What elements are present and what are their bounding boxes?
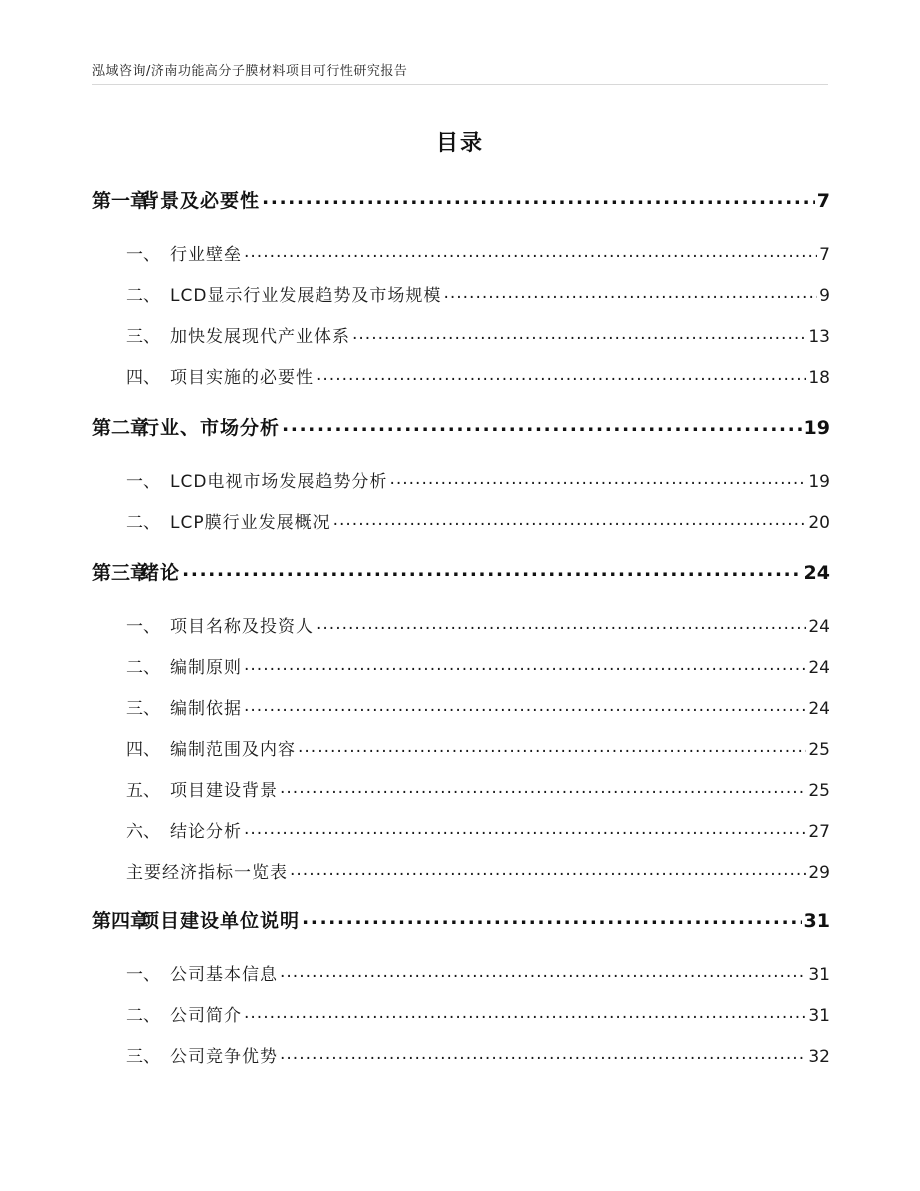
toc-section[interactable] — [92, 240, 830, 265]
dot-leader — [352, 325, 806, 342]
toc-chapter-2[interactable] — [92, 413, 830, 440]
toc-entry-title: 背景及必要性 — [140, 190, 261, 212]
toc-entry-page: 20 — [808, 513, 830, 533]
dot-leader — [244, 1004, 806, 1021]
toc-entry-page: 7 — [819, 245, 830, 265]
toc-entry-number: 第二章 — [92, 417, 150, 439]
toc-entry-page: 9 — [819, 286, 830, 306]
toc-section[interactable] — [92, 858, 830, 883]
toc-section[interactable] — [92, 322, 830, 347]
dot-leader — [389, 470, 806, 487]
dot-leader — [244, 820, 806, 837]
toc-section[interactable] — [92, 817, 830, 842]
toc-entry-number: 一、 — [126, 965, 160, 985]
toc-entry-number: 第四章 — [92, 910, 150, 932]
toc-section[interactable] — [92, 694, 830, 719]
toc-entry-title: LCD显示行业发展趋势及市场规模 — [170, 286, 442, 306]
toc-entry-title: 项目名称及投资人 — [170, 617, 314, 637]
toc-entry-page: 24 — [808, 699, 830, 719]
toc-entry-number: 二、 — [126, 286, 160, 306]
toc-entry-page: 25 — [808, 740, 830, 760]
toc-chapter-1[interactable] — [92, 186, 830, 213]
toc-entry-title: 绪论 — [140, 562, 181, 584]
toc-section[interactable] — [92, 735, 830, 760]
toc-entry-number: 第三章 — [92, 562, 150, 584]
dot-leader — [280, 1045, 806, 1062]
toc-entry-page: 24 — [803, 562, 830, 584]
toc-entry-page: 27 — [808, 822, 830, 842]
toc-entry-page: 24 — [808, 658, 830, 678]
toc-entry-page: 24 — [808, 617, 830, 637]
toc-section[interactable] — [92, 363, 830, 388]
toc-entry-page: 13 — [808, 327, 830, 347]
toc-entry-number: 五、 — [126, 781, 160, 801]
toc-section[interactable] — [92, 960, 830, 985]
toc-entry-page: 29 — [808, 863, 830, 883]
toc-entry-title: 结论分析 — [170, 822, 242, 842]
running-header: 泓域咨询/济南功能高分子膜材料项目可行性研究报告 — [92, 64, 408, 79]
toc-entry-title: 编制原则 — [170, 658, 242, 678]
toc-entry-number: 三、 — [126, 699, 160, 719]
dot-leader — [280, 779, 806, 796]
toc-entry-title: 编制范围及内容 — [170, 740, 296, 760]
toc-title: 目录 — [435, 131, 484, 156]
toc-entry-title: 主要经济指标一览表 — [126, 863, 288, 883]
dot-leader — [244, 697, 806, 714]
toc-section[interactable] — [92, 1042, 830, 1067]
toc-entry-page: 32 — [808, 1047, 830, 1067]
toc-section[interactable] — [92, 1001, 830, 1026]
dot-leader — [182, 560, 802, 579]
toc-entry-title: 项目实施的必要性 — [170, 368, 314, 388]
toc-entry-title: 公司基本信息 — [170, 965, 278, 985]
toc-entry-title: 公司竞争优势 — [170, 1047, 278, 1067]
toc-entry-number: 四、 — [126, 368, 160, 388]
toc-entry-page: 7 — [816, 190, 830, 212]
toc-entry-number: 一、 — [126, 245, 160, 265]
toc-entry-number: 一、 — [126, 617, 160, 637]
toc-entry-number: 三、 — [126, 327, 160, 347]
dot-leader — [316, 615, 806, 632]
dot-leader — [316, 366, 806, 383]
dot-leader — [282, 415, 802, 434]
toc-section[interactable] — [92, 467, 830, 492]
dot-leader — [244, 656, 806, 673]
toc-entry-title: 项目建设单位说明 — [140, 910, 301, 932]
dot-leader — [244, 243, 817, 260]
toc-section[interactable] — [92, 776, 830, 801]
toc-section[interactable] — [92, 281, 830, 306]
toc-entry-number: 第一章 — [92, 190, 150, 212]
toc-entry-number: 三、 — [126, 1047, 160, 1067]
dot-leader — [298, 738, 806, 755]
dot-leader — [290, 861, 806, 878]
toc-entry-title: 加快发展现代产业体系 — [170, 327, 350, 347]
dot-leader — [280, 963, 806, 980]
toc-chapter-4[interactable] — [92, 906, 830, 933]
toc-entry-page: 18 — [808, 368, 830, 388]
dot-leader — [262, 188, 815, 207]
toc-entry-title: 行业、市场分析 — [140, 417, 281, 439]
toc-chapter-3[interactable] — [92, 558, 830, 585]
toc-entry-page: 19 — [803, 417, 830, 439]
toc-section[interactable] — [92, 612, 830, 637]
toc-entry-page: 31 — [803, 910, 830, 932]
toc-entry-number: 二、 — [126, 658, 160, 678]
dot-leader — [302, 908, 802, 927]
table-of-contents — [92, 0, 830, 1191]
toc-section[interactable] — [92, 653, 830, 678]
toc-entry-title: LCP膜行业发展概况 — [170, 513, 331, 533]
dot-leader — [333, 511, 807, 528]
toc-entry-title: 编制依据 — [170, 699, 242, 719]
toc-entry-title: 项目建设背景 — [170, 781, 278, 801]
toc-entry-page: 31 — [808, 965, 830, 985]
toc-section[interactable] — [92, 508, 830, 533]
toc-entry-number: 二、 — [126, 1006, 160, 1026]
toc-entry-number: 四、 — [126, 740, 160, 760]
toc-entry-title: LCD电视市场发展趋势分析 — [170, 472, 388, 492]
toc-entry-title: 公司简介 — [170, 1006, 242, 1026]
toc-entry-title: 行业壁垒 — [170, 245, 242, 265]
toc-entry-number: 一、 — [126, 472, 160, 492]
toc-entry-number: 六、 — [126, 822, 160, 842]
toc-entry-number: 二、 — [126, 513, 160, 533]
toc-entry-page: 25 — [808, 781, 830, 801]
dot-leader — [443, 284, 817, 301]
toc-entry-page: 19 — [808, 472, 830, 492]
toc-entry-page: 31 — [808, 1006, 830, 1026]
